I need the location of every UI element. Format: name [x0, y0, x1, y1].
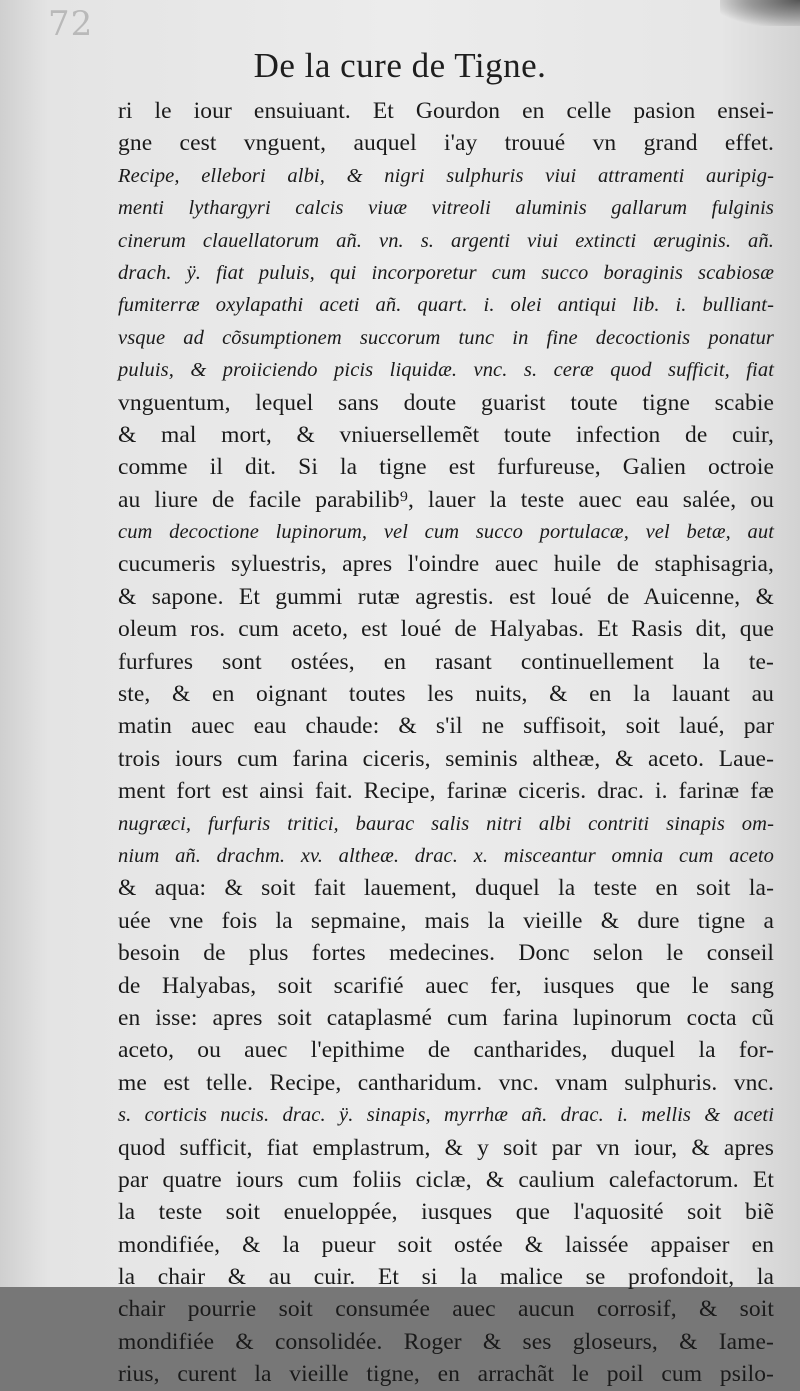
text-line: chair pourrie soit consumée auec aucun corrosif, & soit [118, 1296, 774, 1323]
text-line: uée vne fois la sepmaine, mais la vieille & dure tigne a [118, 907, 774, 934]
text-line: oleum ros. cum aceto, est loué de Halyabas. Et Rasis dit, que [118, 616, 774, 643]
body-text [118, 95, 774, 1391]
text-line: drach. ÿ. fiat puluis, qui incorporetur cum succo boraginis scabiosæ [118, 261, 774, 284]
text-line: s. corticis nucis. drac. ÿ. sinapis, myrrhæ añ. drac. i. mellis & aceti [118, 1104, 774, 1127]
text-line: trois iours cum farina ciceris, seminis altheæ, & aceto. Laue- [118, 745, 774, 772]
text-line: la teste soit enueloppée, iusques que l'aquosité soit biẽ [118, 1199, 774, 1226]
text-line: & aqua: & soit fait lauement, duquel la teste en soit la- [118, 875, 774, 902]
text-line: & mal mort, & vniuersellemẽt toute infection de cuir, [118, 421, 774, 448]
text-line: puluis, & proiiciendo picis liquidæ. vnc. s. ceræ quod sufficit, fiat [118, 359, 774, 382]
text-line: nugræci, furfuris tritici, baurac salis nitri albi contriti sinapis om- [118, 812, 774, 835]
text-line: fumiterræ oxylapathi aceti añ. quart. i. olei antiqui lib. i. bulliant- [118, 294, 774, 317]
text-line: menti lythargyri calcis viuæ vitreoli aluminis gallarum fulginis [118, 197, 774, 220]
text-line: & sapone. Et gummi rutæ agrestis. est loué de Auicenne, & [118, 583, 774, 610]
page-edge-shadow [720, 0, 800, 26]
folio-number: 72 [48, 4, 94, 44]
text-line: en isse: apres soit cataplasmé cum farina lupinorum cocta cũ [118, 1004, 774, 1031]
text-line: vsque ad cõsumptionem succorum tunc in fine decoctionis ponatur [118, 326, 774, 349]
text-line: au liure de facile parabilib⁹, lauer la teste auec eau salée, ou [118, 486, 774, 513]
text-line: cucumeris syluestris, apres l'oindre auec huile de staphisagria, [118, 551, 774, 578]
text-line: mondifiée & consolidée. Roger & ses gloseurs, & Iame- [118, 1328, 774, 1355]
text-line: cinerum clauellatorum añ. vn. s. argenti viui extincti æruginis. añ. [118, 229, 774, 252]
text-line: me est telle. Recipe, cantharidum. vnc. vnam sulphuris. vnc. [118, 1069, 774, 1096]
text-line: de Halyabas, soit scarifié auec fer, iusques que le sang [118, 972, 774, 999]
text-line: besoin de plus fortes medecines. Donc selon le conseil [118, 940, 774, 967]
text-line: mondifiée, & la pueur soit ostée & laissée appaiser en [118, 1231, 774, 1258]
text-line: matin auec eau chaude: & s'il ne suffisoit, soit laué, par [118, 713, 774, 740]
text-line: comme il dit. Si la tigne est furfureuse, Galien octroie [118, 454, 774, 481]
text-line: nium añ. drachm. xv. altheæ. drac. x. misceantur omnia cum aceto [118, 844, 774, 867]
text-line: la chair & au cuir. Et si la malice se profondoit, la [118, 1264, 774, 1291]
running-header: De la cure de Tigne. [253, 46, 547, 85]
text-line: ri le iour ensuiuant. Et Gourdon en celle pasion ensei- [118, 98, 774, 124]
text-line: cum decoctione lupinorum, vel cum succo portulacæ, vel betæ, aut [118, 521, 774, 544]
text-line: ment fort est ainsi fait. Recipe, farinæ ciceris. drac. i. farinæ fæ [118, 778, 774, 805]
text-line: furfures sont ostées, en rasant continuellement la te- [118, 648, 774, 675]
text-line: aceto, ou auec l'epithime de cantharides, duquel la for- [118, 1037, 774, 1064]
text-line: quod sufficit, fiat emplastrum, & y soit par vn iour, & apres [118, 1134, 774, 1161]
text-line: Recipe, ellebori albi, & nigri sulphuris viui attramenti auripig- [118, 164, 774, 187]
text-line: vnguentum, lequel sans doute guarist toute tigne scabie [118, 389, 774, 416]
text-line: gne cest vnguent, auquel i'ay trouué vn grand effet. [118, 130, 774, 157]
text-line: par quatre iours cum foliis ciclæ, & caulium calefactorum. Et [118, 1166, 774, 1193]
text-line: rius, curent la vieille tigne, en arrachãt le poil cum psilo- [118, 1361, 774, 1388]
text-line: ste, & en oignant toutes les nuits, & en la lauant au [118, 681, 774, 708]
